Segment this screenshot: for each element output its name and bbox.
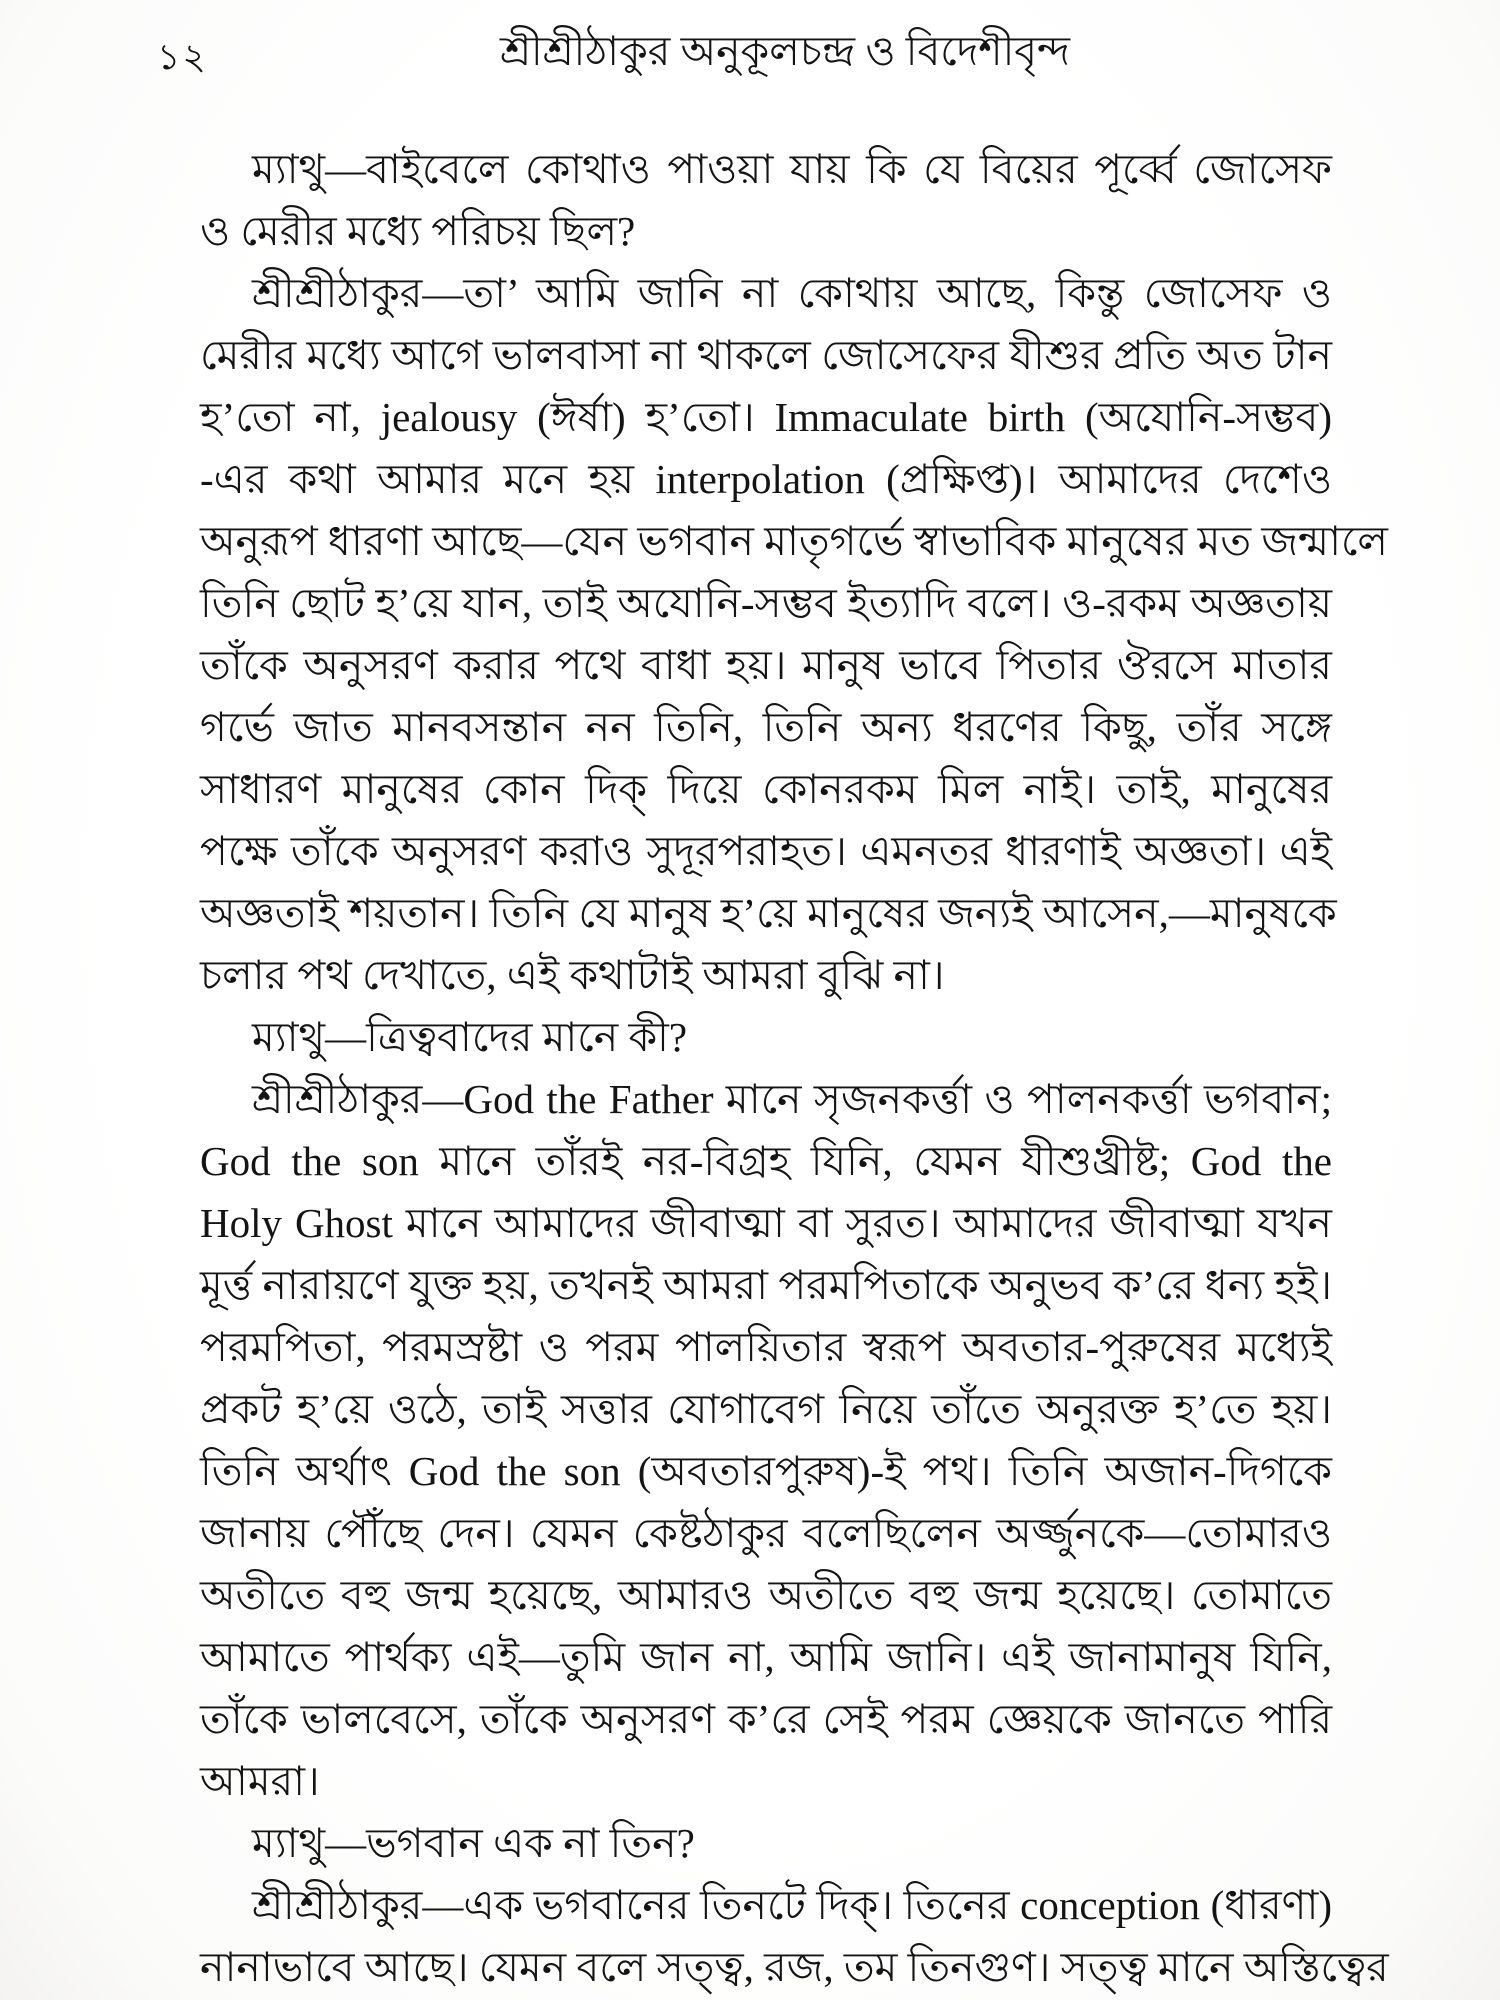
- text-line: শ্রীশ্রীঠাকুর—এক ভগবানের তিনটে দিক্‌। তিনের conception (ধারণা): [252, 1882, 1332, 1928]
- text-line: শ্রীশ্রীঠাকুর—God the Father মানে সৃজনকর্ত্তা ও পালনকর্ত্তা ভগবান;: [252, 1076, 1332, 1122]
- text-line: তিনি অর্থাৎ God the son (অবতারপুরুষ)-ই পথ। তিনি অজান-দিগকে: [200, 1448, 1332, 1494]
- text-line: হ’তো না, jealousy (ঈর্ষা) হ’তো। Immaculate birth (অযোনি-সম্ভব): [200, 394, 1332, 440]
- text-line: পরমপিতা, পরমস্রষ্টা ও পরম পালয়িতার স্বরূপ অবতার-পুরুষের মধ্যেই: [200, 1324, 1332, 1370]
- text-line: Holy Ghost মানে আমাদের জীবাত্মা বা সুরত। আমাদের জীবাত্মা যখন: [200, 1200, 1332, 1246]
- page-body: [200, 138, 1389, 1998]
- page-title: শ্রীশ্রীঠাকুর অনুকূলচন্দ্র ও বিদেশীবৃন্দ: [499, 28, 1071, 74]
- text-line: অনুরূপ ধারণা আছে—যেন ভগবান মাতৃগর্ভে স্বাভাবিক মানুষের মত জন্মালে: [200, 518, 1388, 564]
- text-line: আমাতে পার্থক্য এই—তুমি জান না, আমি জানি। এই জানামানুষ যিনি,: [200, 1634, 1332, 1680]
- text-line: পক্ষে তাঁকে অনুসরণ করাও সুদূরপরাহত। এমনতর ধারণাই অজ্ঞতা। এই: [200, 828, 1332, 874]
- running-head: [0, 18, 1500, 88]
- text-line: নানাভাবে আছে। যেমন বলে সত্ত্ব, রজ, তম তিনগুণ। সত্ত্ব মানে অস্তিত্বের: [200, 1944, 1389, 1990]
- text-line: চলার পথ দেখাতে, এই কথাটাই আমরা বুঝি না।: [200, 952, 945, 998]
- text-line: অজ্ঞতাই শয়তান। তিনি যে মানুষ হ’য়ে মানুষের জন্যই আসেন,—মানুষকে: [200, 890, 1337, 936]
- text-line: অতীতে বহু জন্ম হয়েছে, আমারও অতীতে বহু জন্ম হয়েছে। তোমাতে: [200, 1572, 1332, 1618]
- text-line: মূর্ত্ত নারায়ণে যুক্ত হয়, তখনই আমরা পরমপিতাকে অনুভব ক’রে ধন্য হই।: [200, 1262, 1332, 1308]
- text-line: আমরা।: [200, 1758, 320, 1804]
- text-line: সাধারণ মানুষের কোন দিক্‌ দিয়ে কোনরকম মিল নাই। তাই, মানুষের: [200, 766, 1332, 812]
- text-line: মেরীর মধ্যে আগে ভালবাসা না থাকলে জোসেফের যীশুর প্রতি অত টান: [200, 332, 1332, 378]
- text-line: God the son মানে তাঁরই নর-বিগ্রহ যিনি, যেমন যীশুখ্রীষ্ট; God the: [200, 1138, 1332, 1184]
- text-line: ও মেরীর মধ্যে পরিচয় ছিল?: [200, 208, 636, 254]
- text-line: শ্রীশ্রীঠাকুর—তা’ আমি জানি না কোথায় আছে, কিন্তু জোসেফ ও: [252, 270, 1332, 316]
- text-line: ম্যাথু—ভগবান এক না তিন?: [252, 1820, 695, 1866]
- text-line: জানায় পৌঁছে দেন। যেমন কেষ্টঠাকুর বলেছিলেন অর্জ্জুনকে—তোমারও: [200, 1510, 1332, 1556]
- text-line: ম্যাথু—ত্রিত্ববাদের মানে কী?: [252, 1014, 688, 1060]
- text-line: গর্ভে জাত মানবসন্তান নন তিনি, তিনি অন্য ধরণের কিছু, তাঁর সঙ্গে: [200, 704, 1332, 750]
- text-line: তিনি ছোট হ’য়ে যান, তাই অযোনি-সম্ভব ইত্যাদি বলে। ও-রকম অজ্ঞতায়: [200, 580, 1332, 626]
- text-line: তাঁকে ভালবেসে, তাঁকে অনুসরণ ক’রে সেই পরম জ্ঞেয়কে জানতে পারি: [200, 1696, 1332, 1742]
- text-line: প্রকট হ’য়ে ওঠে, তাই সত্তার যোগাবেগ নিয়ে তাঁতে অনুরক্ত হ’তে হয়।: [200, 1386, 1332, 1432]
- text-line: তাঁকে অনুসরণ করার পথে বাধা হয়। মানুষ ভাবে পিতার ঔরসে মাতার: [200, 642, 1332, 688]
- page-number: ১২: [157, 37, 208, 77]
- text-line: ম্যাথু—বাইবেলে কোথাও পাওয়া যায় কি যে বিয়ের পূর্ব্বে জোসেফ: [252, 146, 1332, 192]
- text-line: -এর কথা আমার মনে হয় interpolation (প্রক্ষিপ্ত)। আমাদের দেশেও: [200, 456, 1332, 502]
